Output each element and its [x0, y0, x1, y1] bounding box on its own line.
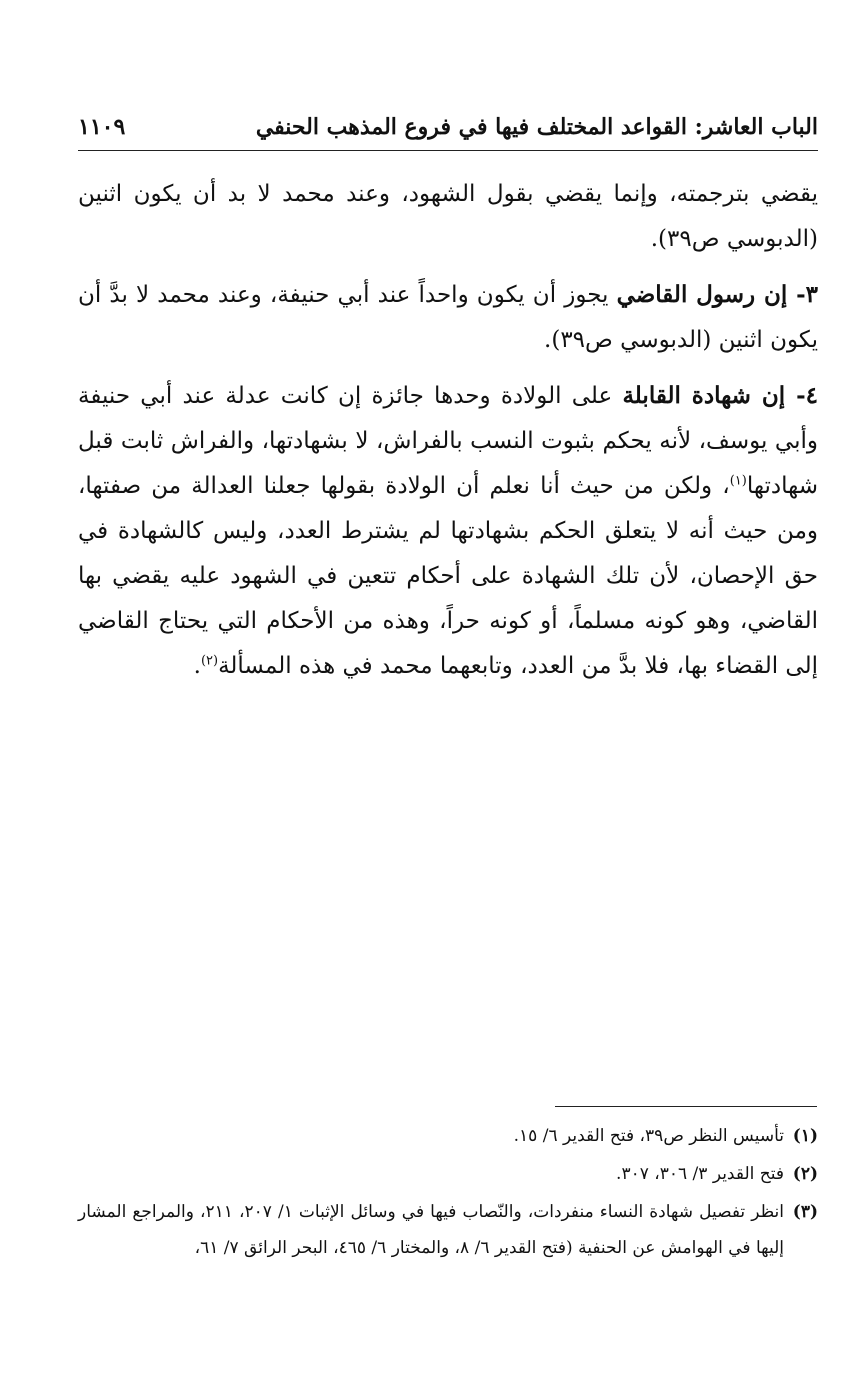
running-header	[78, 108, 818, 148]
footnote-text: انظر تفصيل شهادة النساء منفردات، والنّصاب فيها في وسائل الإثبات ١/ ٢٠٧، ٢١١، والمراجع المشار إليها في الهوامش عن الحنفية (فتح القدير ٦/ ٨، والمختار ٦/ ٤٦٥، البحر الرائق ٧/ ٦١،	[78, 1202, 784, 1258]
paragraph-text: .	[193, 653, 201, 679]
item-term: إن رسول القاضي	[616, 281, 788, 308]
paragraph-text: يجوز أن يكون واحداً عند أبي حنيفة، وعند محمد لا بدَّ أن يكون اثنين (الدبوسي ص٣٩).	[78, 282, 818, 353]
footnote-1	[78, 1118, 818, 1154]
main-text	[78, 172, 818, 699]
footnote-number: (١)	[792, 1126, 818, 1146]
footnote-ref-1[interactable]: (١)	[729, 473, 747, 489]
paragraph-item-4	[78, 373, 818, 689]
footnotes	[78, 1118, 818, 1268]
header-divider	[78, 150, 818, 151]
footnote-text: تأسيس النظر ص٣٩، فتح القدير ٦/ ١٥.	[513, 1126, 784, 1146]
item-number: ٣-	[787, 281, 818, 308]
footnote-text: فتح القدير ٣/ ٣٠٦، ٣٠٧.	[616, 1164, 784, 1184]
footnote-ref-2[interactable]: (٢)	[200, 653, 219, 669]
paragraph-text: على الولادة وحدها جائزة إن كانت عدلة عند أبي حنيفة وأبي يوسف، لأنه يحكم بثبوت النسب بالفراش، لا بشهادتها، والفراش ثابت قبل شهادتها	[78, 383, 818, 499]
paragraph-continuation	[78, 172, 818, 262]
footnote-number: (٣)	[792, 1202, 818, 1222]
footnote-3	[78, 1194, 818, 1266]
paragraph-text: ، ولكن من حيث أنا نعلم أن الولادة بقولها جعلنا العدالة من صفتها، ومن حيث أنه لا يتعلق الحكم بشهادتها لم يشترط العدد، وليس كالشهادة في حق الإحصان، لأن تلك الشهادة على أحكام تتعين في الشهود عليه يقضي بها القاضي، وهو كونه مسلماً، أو كونه حراً، وهذه من الأحكام التي يحتاج القاضي إلى القضاء بها، فلا بدَّ من العدد، وتابعهما محمد في هذه المسألة	[78, 473, 818, 679]
paragraph-item-3	[78, 272, 818, 363]
page-number: ١١٠٩	[78, 114, 126, 140]
item-number: ٤-	[785, 382, 818, 409]
item-term: إن شهادة القابلة	[622, 382, 786, 409]
footnote-2	[78, 1156, 818, 1192]
footnote-divider	[555, 1106, 817, 1107]
chapter-title: الباب العاشر: القواعد المختلف فيها في فروع المذهب الحنفي	[255, 114, 818, 140]
paragraph-text: يقضي بترجمته، وإنما يقضي بقول الشهود، وعند محمد لا بد أن يكون اثنين (الدبوسي ص٣٩).	[78, 181, 818, 252]
footnote-number: (٢)	[792, 1164, 818, 1184]
